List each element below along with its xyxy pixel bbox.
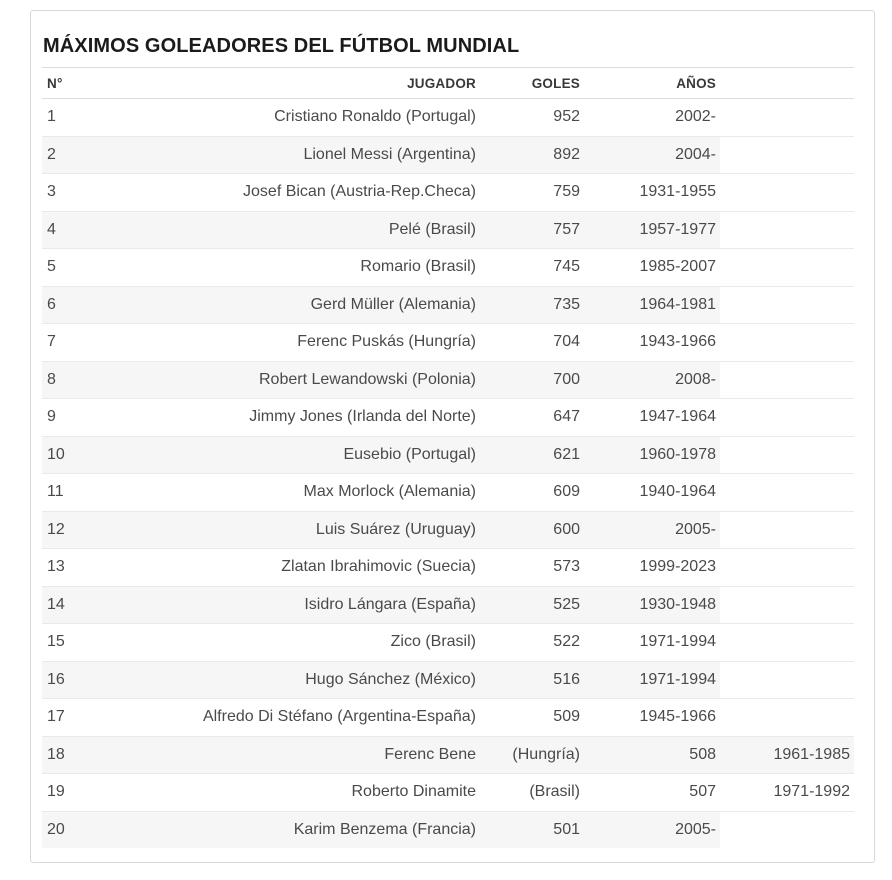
cell: 759 [553, 183, 580, 201]
cell: 757 [480, 212, 584, 249]
cell: 6 [42, 287, 102, 324]
cell: 18 [42, 737, 102, 774]
cell: Cristiano Ronaldo (Portugal) [274, 108, 476, 126]
cell: 516 [480, 662, 584, 699]
cell: Pelé (Brasil) [102, 212, 480, 249]
cell: 735 [480, 287, 584, 324]
table-row [42, 173, 854, 211]
table-row [42, 623, 854, 661]
cell-empty [720, 549, 854, 586]
cell-empty [720, 137, 854, 174]
cell: 1943-1966 [639, 333, 716, 351]
cell: Romario (Brasil) [360, 258, 476, 276]
cell: 10 [42, 437, 102, 474]
cell: 11 [47, 483, 64, 501]
cell: 2004- [584, 137, 720, 174]
cell: 704 [553, 333, 580, 351]
cell: 745 [553, 258, 580, 276]
cell: 1985-2007 [639, 258, 716, 276]
cell: 9 [47, 408, 56, 426]
table-row [42, 511, 854, 549]
cell: 3 [47, 183, 56, 201]
cell: 1960-1978 [584, 437, 720, 474]
cell: 1957-1977 [584, 212, 720, 249]
cell: 12 [42, 512, 102, 549]
cell: 8 [42, 362, 102, 399]
cell-empty [720, 324, 854, 361]
table-row [42, 248, 854, 286]
cell: Eusebio (Portugal) [102, 437, 480, 474]
cell-empty [720, 474, 854, 511]
cell: 952 [553, 108, 580, 126]
table-row [42, 436, 854, 474]
cell: 1 [47, 108, 56, 126]
cell: Max Morlock (Alemania) [303, 483, 476, 501]
cell: 600 [480, 512, 584, 549]
cell: 508 [584, 737, 720, 774]
cell: (Hungría) [480, 737, 584, 774]
cell: Isidro Lángara (España) [102, 587, 480, 624]
cell-empty [720, 812, 854, 849]
table-row [42, 211, 854, 249]
cell-empty [720, 174, 854, 211]
cell: Roberto Dinamite [351, 783, 476, 801]
column-header-goles: GOLES [531, 75, 580, 91]
cell-empty [720, 249, 854, 286]
cell: 1964-1981 [584, 287, 720, 324]
leaderboard-card [30, 10, 875, 863]
cell: 1971-1994 [584, 662, 720, 699]
cell: 892 [480, 137, 584, 174]
table-row [42, 323, 854, 361]
column-header-extra [720, 68, 854, 98]
cell-empty [720, 437, 854, 474]
cell: 1947-1964 [639, 408, 716, 426]
cell: (Brasil) [529, 783, 580, 801]
cell: Zlatan Ibrahimovic (Suecia) [281, 558, 476, 576]
cell: 2005- [584, 812, 720, 849]
cell: 525 [480, 587, 584, 624]
table-header-row [42, 67, 854, 99]
cell: 621 [480, 437, 584, 474]
cell-empty [720, 399, 854, 436]
table-row [42, 136, 854, 174]
cell: 2 [42, 137, 102, 174]
cell: 522 [553, 633, 580, 651]
cell: 2005- [584, 512, 720, 549]
cell: 1961-1985 [720, 737, 854, 774]
cell: 573 [553, 558, 580, 576]
cell: 5 [47, 258, 56, 276]
cell-empty [720, 287, 854, 324]
cell: 1940-1964 [639, 483, 716, 501]
scorers-table [42, 67, 854, 848]
table-row [42, 361, 854, 399]
table-row [42, 773, 854, 811]
table-row [42, 286, 854, 324]
table-row [42, 548, 854, 586]
cell: 2008- [584, 362, 720, 399]
table-row [42, 736, 854, 774]
cell: 1945-1966 [639, 708, 716, 726]
cell-empty [720, 212, 854, 249]
table-row [42, 586, 854, 624]
cell: 647 [553, 408, 580, 426]
cell: 1999-2023 [639, 558, 716, 576]
cell: 2002- [675, 108, 716, 126]
cell: Josef Bican (Austria-Rep.Checa) [243, 183, 476, 201]
cell: Alfredo Di Stéfano (Argentina-España) [202, 708, 476, 726]
cell: 507 [689, 783, 716, 801]
column-header-jugador: JUGADOR [407, 75, 476, 91]
cell: 4 [42, 212, 102, 249]
cell: 17 [47, 708, 65, 726]
table-row [42, 99, 854, 136]
cell: 1930-1948 [584, 587, 720, 624]
cell: 16 [42, 662, 102, 699]
cell-empty [720, 587, 854, 624]
cell: 15 [47, 633, 65, 651]
table-row [42, 398, 854, 436]
cell: Hugo Sánchez (México) [102, 662, 480, 699]
cell-empty [720, 99, 854, 136]
cell-empty [720, 624, 854, 661]
cell: 7 [47, 333, 56, 351]
cell: 20 [42, 812, 102, 849]
column-header-anos: AÑOS [676, 75, 716, 91]
cell: 14 [42, 587, 102, 624]
cell: Gerd Müller (Alemania) [102, 287, 480, 324]
cell: 13 [47, 558, 65, 576]
cell: 509 [553, 708, 580, 726]
cell: 609 [553, 483, 580, 501]
cell: 19 [47, 783, 65, 801]
cell: 1971-1992 [773, 783, 850, 801]
cell: 501 [480, 812, 584, 849]
cell: Robert Lewandowski (Polonia) [102, 362, 480, 399]
cell: Karim Benzema (Francia) [102, 812, 480, 849]
cell-empty [720, 662, 854, 699]
cell: Ferenc Bene [102, 737, 480, 774]
cell: 1971-1994 [639, 633, 716, 651]
cell: 700 [480, 362, 584, 399]
table-row [42, 811, 854, 849]
table-body [42, 99, 854, 848]
column-header-numero: N° [47, 75, 63, 91]
table-row [42, 473, 854, 511]
cell-empty [720, 699, 854, 736]
table-row [42, 661, 854, 699]
cell-empty [720, 362, 854, 399]
cell: 1931-1955 [639, 183, 716, 201]
cell: Lionel Messi (Argentina) [102, 137, 480, 174]
page-title: MÁXIMOS GOLEADORES DEL FÚTBOL MUNDIAL [43, 35, 520, 57]
cell: Jimmy Jones (Irlanda del Norte) [249, 408, 476, 426]
cell-empty [720, 512, 854, 549]
cell: Zico (Brasil) [390, 633, 476, 651]
table-row [42, 698, 854, 736]
cell: Ferenc Puskás (Hungría) [297, 333, 476, 351]
cell: Luis Suárez (Uruguay) [102, 512, 480, 549]
